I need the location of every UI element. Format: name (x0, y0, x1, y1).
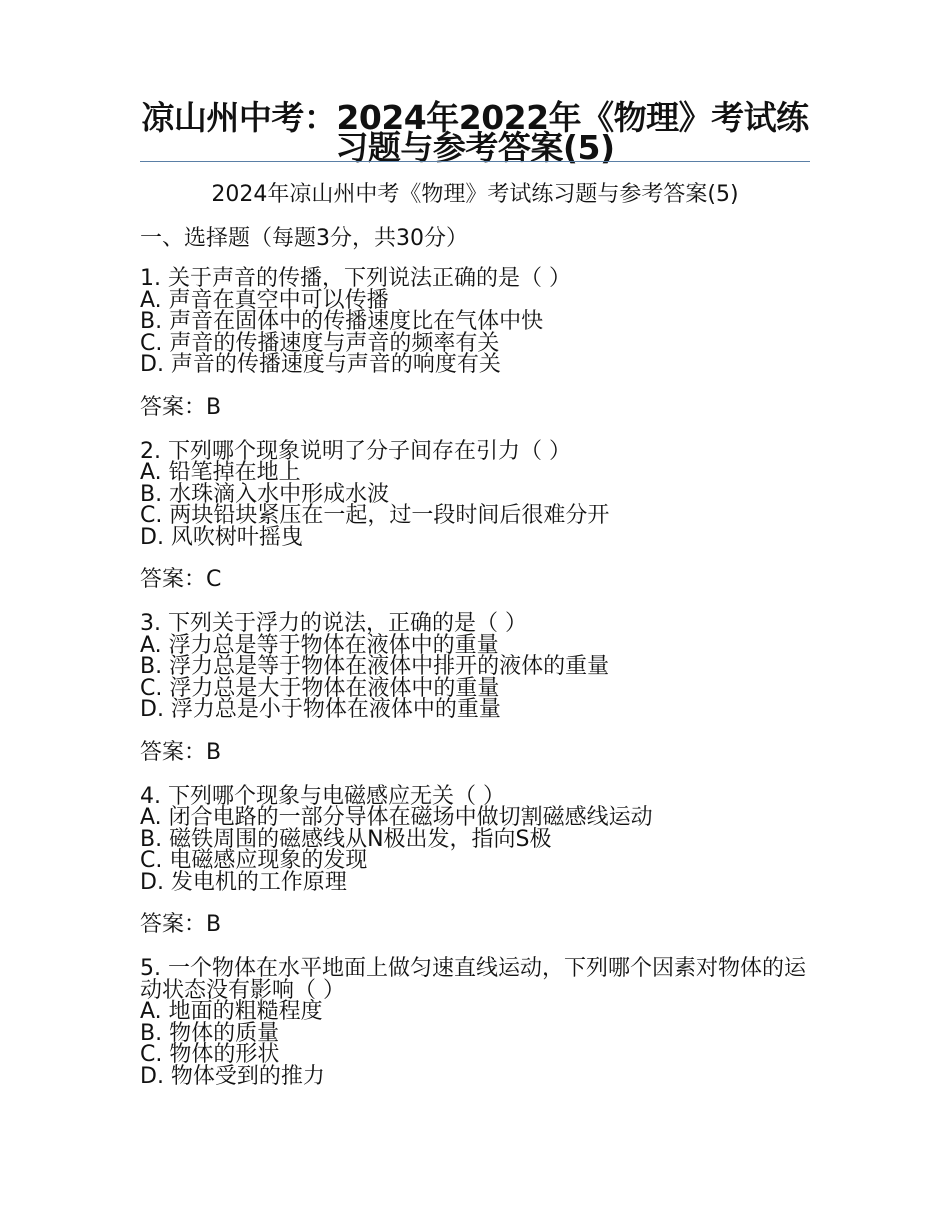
question-stem: 4. 下列哪个现象与电磁感应无关（ ） (140, 783, 505, 809)
option-b: B. 物体的质量 (140, 1020, 280, 1046)
answer-text: 答案：B (140, 394, 222, 420)
question-stem: 5. 一个物体在水平地面上做匀速直线运动，下列哪个因素对物体的运动状态没有影响（ ） (140, 956, 806, 1003)
option-d: D. 风吹树叶摇曳 (140, 524, 303, 550)
question-4 (140, 783, 820, 937)
option-d: D. 浮力总是小于物体在液体中的重量 (140, 697, 501, 722)
question-list (140, 268, 820, 1087)
answer-text: 答案：B (140, 912, 222, 937)
section-heading: 一、选择题（每题3分，共30分） (140, 226, 468, 251)
question-1 (140, 268, 820, 419)
option-a: A. 地面的粗糙程度 (140, 999, 323, 1024)
option-c: C. 两块铅块紧压在一起，过一段时间后很难分开 (140, 503, 610, 528)
option-a: A. 浮力总是等于物体在液体中的重量 (140, 632, 499, 658)
question-5 (140, 958, 820, 1087)
option-c: C. 浮力总是大于物体在液体中的重量 (140, 675, 500, 701)
option-b: B. 水珠滴入水中形成水波 (140, 481, 390, 507)
question-stem: 3. 下列关于浮力的说法，正确的是（ ） (140, 611, 527, 636)
option-c: C. 电磁感应现象的发现 (140, 848, 368, 873)
option-d: D. 发电机的工作原理 (140, 869, 347, 895)
question-stem: 2. 下列哪个现象说明了分子间存在引力（ ） (140, 438, 571, 464)
option-a: A. 闭合电路的一部分导体在磁场中做切割磁感线运动 (140, 805, 653, 830)
option-a: A. 铅笔掉在地上 (140, 460, 301, 485)
question-2 (140, 438, 820, 592)
option-c: C. 声音的传播速度与声音的频率有关 (140, 330, 500, 356)
title-divider (140, 161, 810, 162)
question-stem: 1. 关于声音的传播，下列说法正确的是（ ） (140, 266, 571, 291)
option-c: C. 物体的形状 (140, 1042, 280, 1067)
option-b: B. 声音在固体中的传播速度比在气体中快 (140, 309, 544, 334)
option-a: A. 声音在真空中可以传播 (140, 287, 389, 313)
document-title: 凉山州中考：2024年2022年《物理》考试练习题与参考答案(5) (141, 98, 809, 167)
answer-text: 答案：B (140, 739, 222, 765)
document-subtitle: 2024年凉山州中考《物理》考试练习题与参考答案(5) (211, 182, 739, 207)
option-b: B. 浮力总是等于物体在液体中排开的液体的重量 (140, 654, 610, 679)
option-d: D. 声音的传播速度与声音的响度有关 (140, 352, 501, 377)
option-d: D. 物体受到的推力 (140, 1063, 325, 1089)
answer-text: 答案：C (140, 567, 222, 592)
question-3 (140, 613, 820, 764)
option-b: B. 磁铁周围的磁感线从N极出发，指向S极 (140, 826, 552, 852)
